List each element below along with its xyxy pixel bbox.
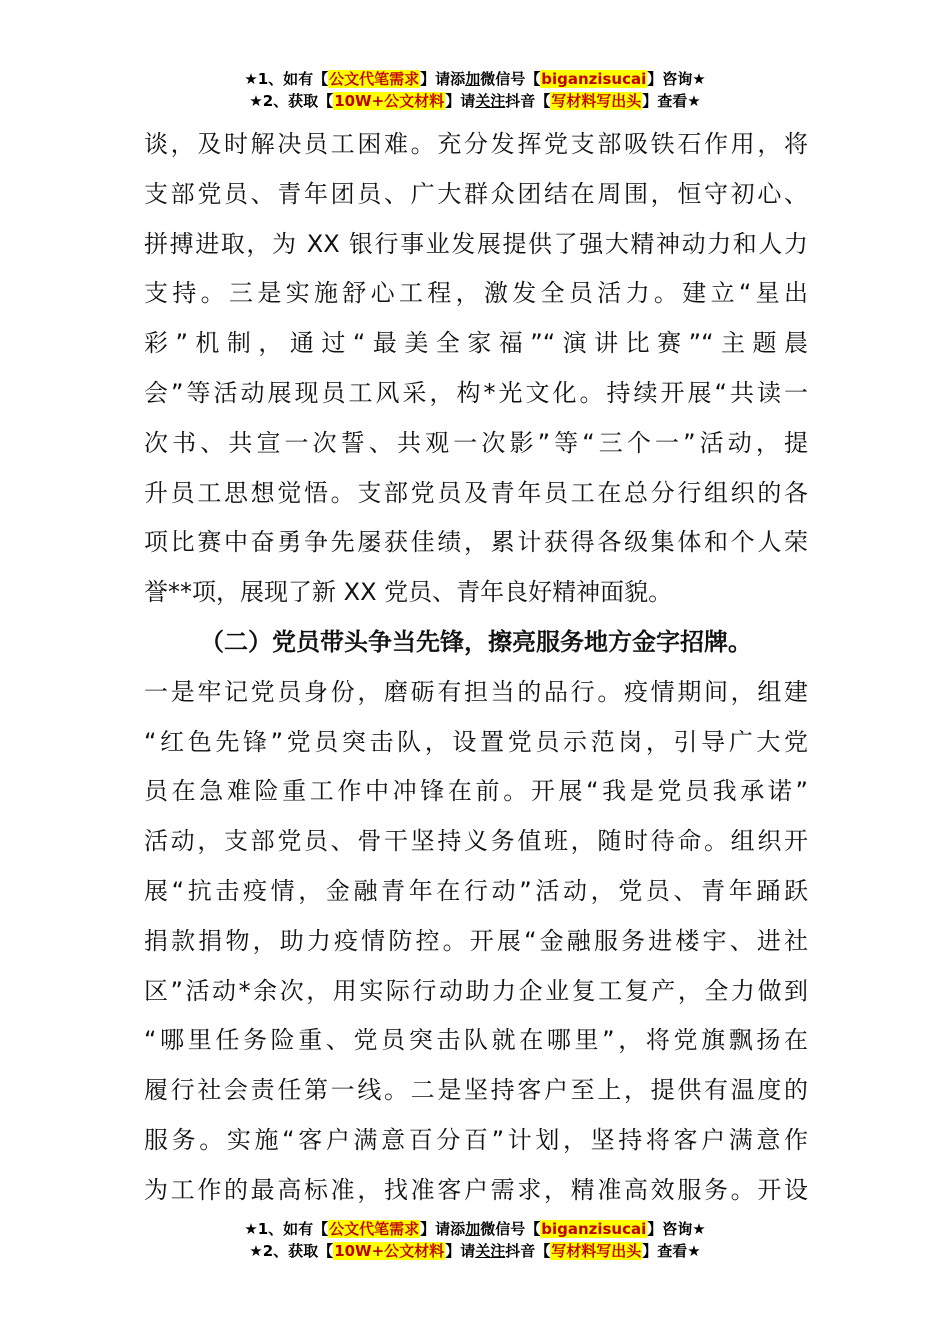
banner-text: 】查看★ — [642, 1242, 701, 1260]
body-line: “哪里任务险重、党员突击队就在哪里”，将党旗飘扬在 — [144, 1026, 808, 1055]
banner-highlight: biganzisucai — [541, 1220, 647, 1238]
banner-highlight: 公文代笔需求 — [329, 1220, 420, 1238]
banner-text: ★1、如有【 — [244, 70, 329, 88]
banner-highlight: 写材料写出头 — [551, 1242, 642, 1260]
body-line: 为工作的最高标准，找准客户需求，精准高效服务。开设 — [144, 1175, 808, 1204]
body-line: 活动，支部党员、骨干坚持义务值班，随时待命。组织开 — [144, 827, 808, 856]
banner-underline: 关注 — [475, 92, 506, 110]
banner-line-1 — [0, 1218, 950, 1240]
banner-text: 】查看★ — [642, 92, 701, 110]
banner-text: ★1、如有【 — [244, 1220, 329, 1238]
body-line: 项比赛中奋勇争先屡获佳绩，累计获得各级集体和个人荣 — [144, 528, 808, 557]
body-line: 誉**项，展现了新 XX 党员、青年良好精神面貌。 — [144, 578, 673, 607]
banner-highlight: 10W+公文材料 — [334, 1242, 445, 1260]
banner-text: 】请添 — [420, 70, 466, 88]
banner-underline: 加 — [465, 1220, 481, 1238]
body-line: “红色先锋”党员突击队，设置党员示范岗，引导广大党 — [144, 727, 808, 756]
banner-text: 】请 — [445, 1242, 476, 1260]
footer-banner — [0, 1218, 950, 1262]
banner-line-2 — [0, 90, 950, 112]
banner-line-2 — [0, 1240, 950, 1262]
banner-text: 抖音【 — [505, 1242, 551, 1260]
banner-text: 】咨询★ — [647, 70, 706, 88]
body-line: 支持。三是实施舒心工程，激发全员活力。建立“星出 — [144, 279, 808, 308]
banner-text: ★2、获取【 — [249, 1242, 334, 1260]
banner-text: ★2、获取【 — [249, 92, 334, 110]
body-line: 一是牢记党员身份，磨砺有担当的品行。疫情期间，组建 — [144, 677, 808, 706]
section-heading: （二）党员带头争当先锋，擦亮服务地方金字招牌。 — [200, 627, 752, 656]
body-line: 彩”机制，通过“最美全家福”“演讲比赛”“主题晨 — [144, 329, 808, 358]
banner-underline: 关注 — [475, 1242, 506, 1260]
body-line: 区”活动*余次，用实际行动助力企业复工复产，全力做到 — [144, 976, 808, 1005]
banner-highlight: 10W+公文材料 — [334, 92, 445, 110]
body-line: 支部党员、青年团员、广大群众团结在周围，恒守初心、 — [144, 179, 808, 208]
body-line: 升员工思想觉悟。支部党员及青年员工在总分行组织的各 — [144, 478, 808, 507]
banner-underline: 加 — [465, 70, 481, 88]
header-banner — [0, 68, 950, 112]
body-line: 履行社会责任第一线。二是坚持客户至上，提供有温度的 — [144, 1076, 808, 1105]
body-line: 捐款捐物，助力疫情防控。开展“金融服务进楼宇、进社 — [144, 926, 808, 955]
banner-text: 微信号【 — [480, 1220, 541, 1238]
body-line: 拼搏进取，为 XX 银行事业发展提供了强大精神动力和人力 — [144, 229, 808, 258]
document-body — [144, 120, 808, 1216]
banner-text: 抖音【 — [505, 92, 551, 110]
body-line: 展“抗击疫情，金融青年在行动”活动，党员、青年踊跃 — [144, 876, 808, 905]
body-line: 员在急难险重工作中冲锋在前。开展“我是党员我承诺” — [144, 777, 808, 806]
body-line: 次书、共宣一次誓、共观一次影”等“三个一”活动，提 — [144, 428, 808, 457]
banner-highlight: 公文代笔需求 — [329, 70, 420, 88]
banner-line-1 — [0, 68, 950, 90]
body-line: 谈，及时解决员工困难。充分发挥党支部吸铁石作用，将 — [144, 130, 808, 158]
banner-text: 】请 — [445, 92, 476, 110]
banner-text: 微信号【 — [480, 70, 541, 88]
body-line: 会”等活动展现员工风采，构*光文化。持续开展“共读一 — [144, 378, 808, 407]
banner-text: 】请添 — [420, 1220, 466, 1238]
banner-highlight: 写材料写出头 — [551, 92, 642, 110]
body-line: 服务。实施“客户满意百分百”计划，坚持将客户满意作 — [144, 1125, 808, 1154]
banner-highlight: biganzisucai — [541, 70, 647, 88]
banner-text: 】咨询★ — [647, 1220, 706, 1238]
